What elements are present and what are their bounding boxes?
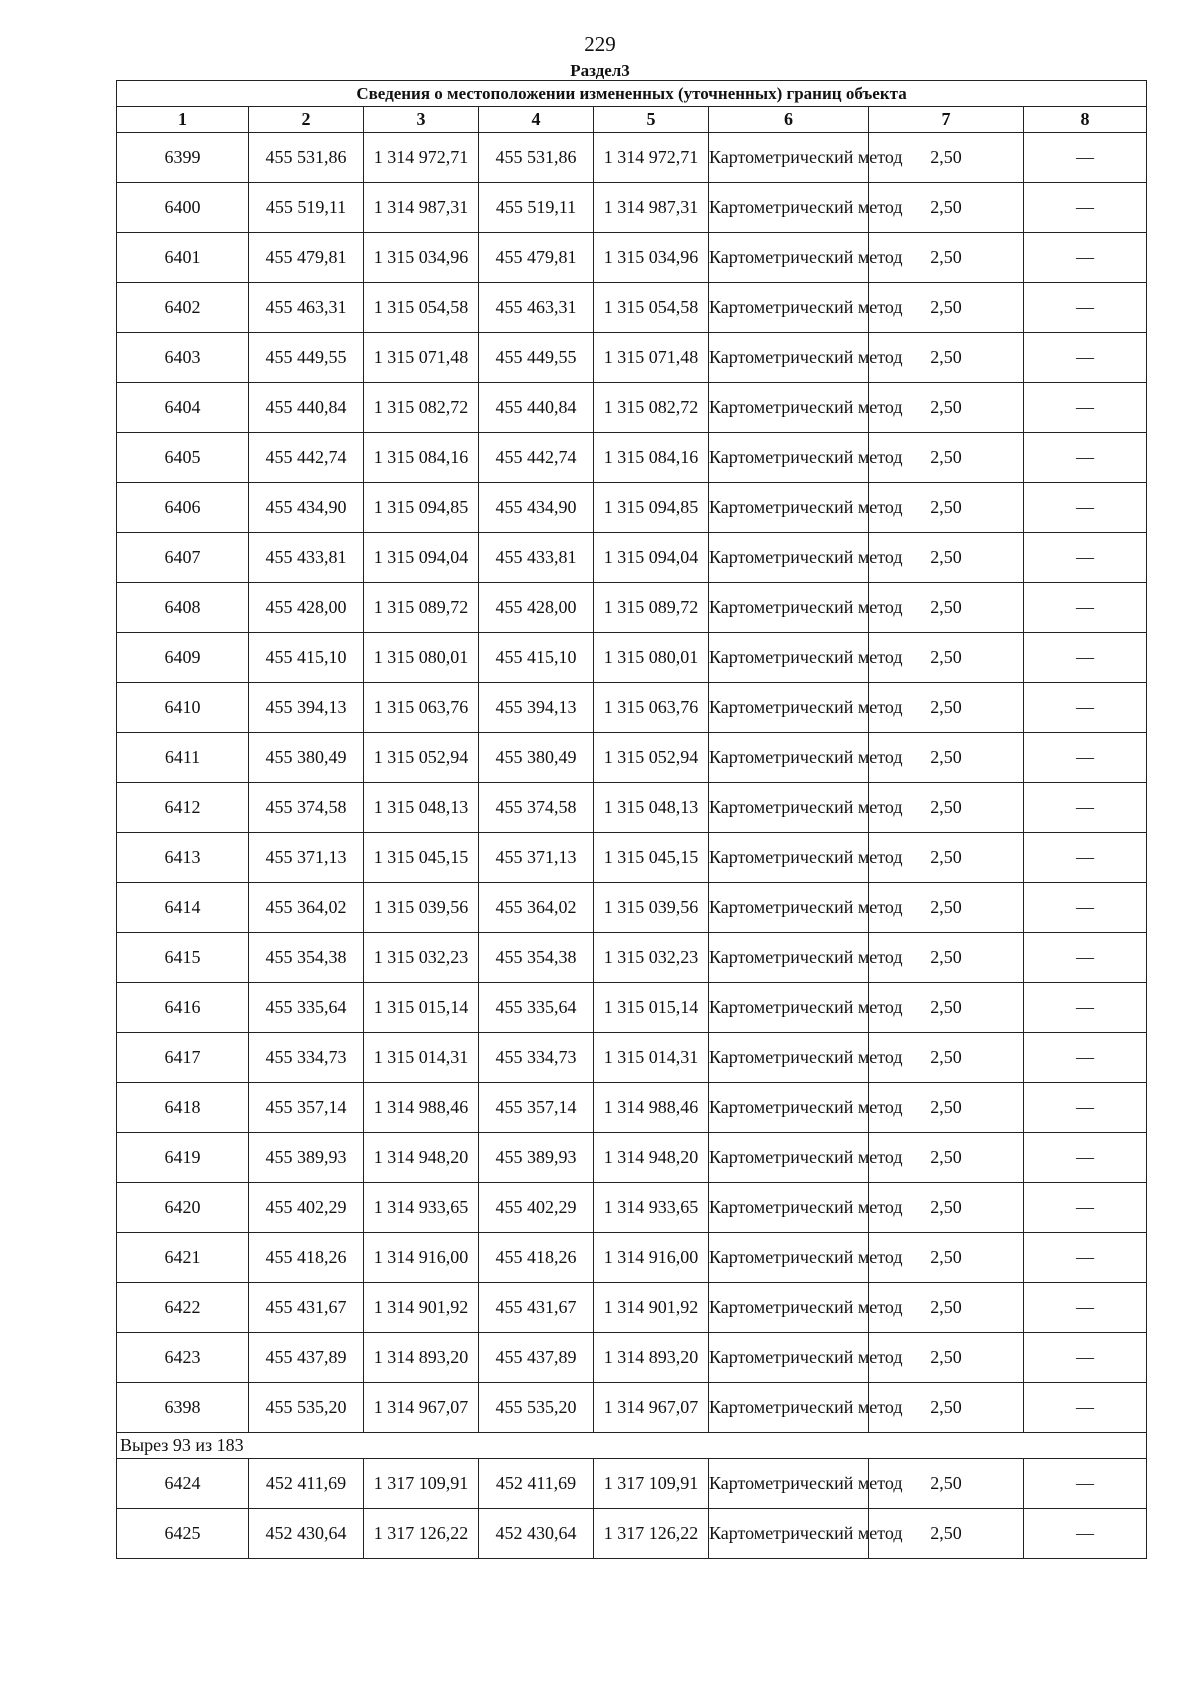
x-old-cell: 455 449,55 bbox=[249, 333, 364, 383]
y-new-cell: 1 315 048,13 bbox=[594, 783, 709, 833]
table-row bbox=[117, 883, 1147, 933]
table-row bbox=[117, 1333, 1147, 1383]
table-row bbox=[117, 1283, 1147, 1333]
x-new-cell: 455 418,26 bbox=[479, 1233, 594, 1283]
y-old-cell: 1 315 045,15 bbox=[364, 833, 479, 883]
table-body bbox=[117, 133, 1147, 1559]
x-new-cell: 455 380,49 bbox=[479, 733, 594, 783]
point-number-cell: 6406 bbox=[117, 483, 249, 533]
accuracy-cell: 2,50 bbox=[869, 1459, 1024, 1509]
y-old-cell: 1 314 948,20 bbox=[364, 1133, 479, 1183]
table-row bbox=[117, 483, 1147, 533]
y-old-cell: 1 315 080,01 bbox=[364, 633, 479, 683]
x-old-cell: 455 380,49 bbox=[249, 733, 364, 783]
accuracy-cell: 2,50 bbox=[869, 983, 1024, 1033]
y-old-cell: 1 317 126,22 bbox=[364, 1509, 479, 1559]
x-old-cell: 452 411,69 bbox=[249, 1459, 364, 1509]
y-new-cell: 1 314 988,46 bbox=[594, 1083, 709, 1133]
method-cell: Картометрический метод bbox=[709, 933, 869, 983]
y-new-cell: 1 315 063,76 bbox=[594, 683, 709, 733]
table-row bbox=[117, 183, 1147, 233]
method-cell: Картометрический метод bbox=[709, 833, 869, 883]
y-new-cell: 1 315 045,15 bbox=[594, 833, 709, 883]
point-number-cell: 6398 bbox=[117, 1383, 249, 1433]
x-new-cell: 455 431,67 bbox=[479, 1283, 594, 1333]
y-old-cell: 1 314 893,20 bbox=[364, 1333, 479, 1383]
method-cell: Картометрический метод bbox=[709, 483, 869, 533]
point-number-cell: 6423 bbox=[117, 1333, 249, 1383]
table-row bbox=[117, 783, 1147, 833]
note-cell: — bbox=[1024, 783, 1147, 833]
note-cell: — bbox=[1024, 533, 1147, 583]
table-row bbox=[117, 1183, 1147, 1233]
table-row bbox=[117, 1383, 1147, 1433]
x-old-cell: 455 402,29 bbox=[249, 1183, 364, 1233]
note-cell: — bbox=[1024, 983, 1147, 1033]
method-cell: Картометрический метод bbox=[709, 1083, 869, 1133]
accuracy-cell: 2,50 bbox=[869, 933, 1024, 983]
x-new-cell: 452 411,69 bbox=[479, 1459, 594, 1509]
note-cell: — bbox=[1024, 283, 1147, 333]
y-old-cell: 1 315 034,96 bbox=[364, 233, 479, 283]
point-number-cell: 6413 bbox=[117, 833, 249, 883]
x-new-cell: 455 334,73 bbox=[479, 1033, 594, 1083]
note-cell: — bbox=[1024, 1183, 1147, 1233]
y-new-cell: 1 315 094,04 bbox=[594, 533, 709, 583]
y-new-cell: 1 315 052,94 bbox=[594, 733, 709, 783]
y-new-cell: 1 317 126,22 bbox=[594, 1509, 709, 1559]
x-new-cell: 455 479,81 bbox=[479, 233, 594, 283]
x-new-cell: 455 415,10 bbox=[479, 633, 594, 683]
note-cell: — bbox=[1024, 683, 1147, 733]
x-new-cell: 455 428,00 bbox=[479, 583, 594, 633]
x-new-cell: 455 434,90 bbox=[479, 483, 594, 533]
x-new-cell: 455 437,89 bbox=[479, 1333, 594, 1383]
x-new-cell: 455 357,14 bbox=[479, 1083, 594, 1133]
point-number-cell: 6399 bbox=[117, 133, 249, 183]
y-new-cell: 1 315 054,58 bbox=[594, 283, 709, 333]
y-old-cell: 1 315 014,31 bbox=[364, 1033, 479, 1083]
y-old-cell: 1 315 082,72 bbox=[364, 383, 479, 433]
note-cell: — bbox=[1024, 1033, 1147, 1083]
y-new-cell: 1 314 972,71 bbox=[594, 133, 709, 183]
table-row bbox=[117, 733, 1147, 783]
accuracy-cell: 2,50 bbox=[869, 1383, 1024, 1433]
accuracy-cell: 2,50 bbox=[869, 483, 1024, 533]
point-number-cell: 6418 bbox=[117, 1083, 249, 1133]
x-new-cell: 455 389,93 bbox=[479, 1133, 594, 1183]
column-header: 3 bbox=[364, 107, 479, 133]
table-row bbox=[117, 383, 1147, 433]
table-row bbox=[117, 1459, 1147, 1509]
y-new-cell: 1 315 071,48 bbox=[594, 333, 709, 383]
x-old-cell: 455 519,11 bbox=[249, 183, 364, 233]
note-cell: — bbox=[1024, 1383, 1147, 1433]
x-old-cell: 455 389,93 bbox=[249, 1133, 364, 1183]
accuracy-cell: 2,50 bbox=[869, 583, 1024, 633]
point-number-cell: 6410 bbox=[117, 683, 249, 733]
method-cell: Картометрический метод bbox=[709, 683, 869, 733]
x-old-cell: 455 415,10 bbox=[249, 633, 364, 683]
accuracy-cell: 2,50 bbox=[869, 1133, 1024, 1183]
note-cell: — bbox=[1024, 1459, 1147, 1509]
point-number-cell: 6404 bbox=[117, 383, 249, 433]
note-cell: — bbox=[1024, 833, 1147, 883]
accuracy-cell: 2,50 bbox=[869, 1083, 1024, 1133]
table-row bbox=[117, 1033, 1147, 1083]
y-old-cell: 1 315 048,13 bbox=[364, 783, 479, 833]
note-cell: — bbox=[1024, 1133, 1147, 1183]
y-old-cell: 1 314 972,71 bbox=[364, 133, 479, 183]
y-old-cell: 1 315 015,14 bbox=[364, 983, 479, 1033]
y-new-cell: 1 314 948,20 bbox=[594, 1133, 709, 1183]
x-new-cell: 455 371,13 bbox=[479, 833, 594, 883]
x-old-cell: 455 531,86 bbox=[249, 133, 364, 183]
point-number-cell: 6414 bbox=[117, 883, 249, 933]
table-row bbox=[117, 233, 1147, 283]
cutout-label: Вырез 93 из 183 bbox=[117, 1433, 1147, 1459]
table-row bbox=[117, 583, 1147, 633]
x-new-cell: 455 394,13 bbox=[479, 683, 594, 733]
accuracy-cell: 2,50 bbox=[869, 883, 1024, 933]
accuracy-cell: 2,50 bbox=[869, 833, 1024, 883]
x-old-cell: 455 440,84 bbox=[249, 383, 364, 433]
table-row bbox=[117, 1083, 1147, 1133]
note-cell: — bbox=[1024, 733, 1147, 783]
y-old-cell: 1 315 094,04 bbox=[364, 533, 479, 583]
accuracy-cell: 2,50 bbox=[869, 133, 1024, 183]
y-old-cell: 1 314 916,00 bbox=[364, 1233, 479, 1283]
x-old-cell: 455 433,81 bbox=[249, 533, 364, 583]
point-number-cell: 6402 bbox=[117, 283, 249, 333]
note-cell: — bbox=[1024, 333, 1147, 383]
note-cell: — bbox=[1024, 583, 1147, 633]
x-new-cell: 455 463,31 bbox=[479, 283, 594, 333]
y-new-cell: 1 315 089,72 bbox=[594, 583, 709, 633]
method-cell: Картометрический метод bbox=[709, 233, 869, 283]
point-number-cell: 6422 bbox=[117, 1283, 249, 1333]
y-new-cell: 1 314 893,20 bbox=[594, 1333, 709, 1383]
column-header: 5 bbox=[594, 107, 709, 133]
page-number: 229 bbox=[584, 32, 616, 56]
method-cell: Картометрический метод bbox=[709, 883, 869, 933]
y-old-cell: 1 315 084,16 bbox=[364, 433, 479, 483]
accuracy-cell: 2,50 bbox=[869, 633, 1024, 683]
note-cell: — bbox=[1024, 933, 1147, 983]
x-old-cell: 455 431,67 bbox=[249, 1283, 364, 1333]
x-old-cell: 455 374,58 bbox=[249, 783, 364, 833]
table-row bbox=[117, 283, 1147, 333]
y-old-cell: 1 314 967,07 bbox=[364, 1383, 479, 1433]
y-new-cell: 1 315 082,72 bbox=[594, 383, 709, 433]
x-new-cell: 455 442,74 bbox=[479, 433, 594, 483]
method-cell: Картометрический метод bbox=[709, 383, 869, 433]
accuracy-cell: 2,50 bbox=[869, 183, 1024, 233]
note-cell: — bbox=[1024, 183, 1147, 233]
y-new-cell: 1 314 916,00 bbox=[594, 1233, 709, 1283]
point-number-cell: 6424 bbox=[117, 1459, 249, 1509]
note-cell: — bbox=[1024, 1283, 1147, 1333]
accuracy-cell: 2,50 bbox=[869, 433, 1024, 483]
method-cell: Картометрический метод bbox=[709, 183, 869, 233]
y-new-cell: 1 315 032,23 bbox=[594, 933, 709, 983]
x-new-cell: 455 335,64 bbox=[479, 983, 594, 1033]
column-header: 1 bbox=[117, 107, 249, 133]
point-number-cell: 6403 bbox=[117, 333, 249, 383]
column-header: 2 bbox=[249, 107, 364, 133]
method-cell: Картометрический метод bbox=[709, 283, 869, 333]
accuracy-cell: 2,50 bbox=[869, 233, 1024, 283]
table-caption: Сведения о местоположении измененных (уточненных) границ объекта bbox=[117, 81, 1147, 107]
x-new-cell: 452 430,64 bbox=[479, 1509, 594, 1559]
x-old-cell: 455 434,90 bbox=[249, 483, 364, 533]
accuracy-cell: 2,50 bbox=[869, 733, 1024, 783]
method-cell: Картометрический метод bbox=[709, 1509, 869, 1559]
table-row bbox=[117, 1509, 1147, 1559]
note-cell: — bbox=[1024, 433, 1147, 483]
y-old-cell: 1 317 109,91 bbox=[364, 1459, 479, 1509]
y-new-cell: 1 314 967,07 bbox=[594, 1383, 709, 1433]
method-cell: Картометрический метод bbox=[709, 333, 869, 383]
accuracy-cell: 2,50 bbox=[869, 1233, 1024, 1283]
note-cell: — bbox=[1024, 1509, 1147, 1559]
method-cell: Картометрический метод bbox=[709, 1183, 869, 1233]
method-cell: Картометрический метод bbox=[709, 983, 869, 1033]
point-number-cell: 6421 bbox=[117, 1233, 249, 1283]
x-new-cell: 455 531,86 bbox=[479, 133, 594, 183]
x-new-cell: 455 449,55 bbox=[479, 333, 594, 383]
method-cell: Картометрический метод bbox=[709, 583, 869, 633]
x-new-cell: 455 364,02 bbox=[479, 883, 594, 933]
coordinates-table bbox=[116, 80, 1147, 1559]
method-cell: Картометрический метод bbox=[709, 1133, 869, 1183]
point-number-cell: 6408 bbox=[117, 583, 249, 633]
x-old-cell: 455 463,31 bbox=[249, 283, 364, 333]
point-number-cell: 6415 bbox=[117, 933, 249, 983]
y-old-cell: 1 315 063,76 bbox=[364, 683, 479, 733]
point-number-cell: 6401 bbox=[117, 233, 249, 283]
y-new-cell: 1 315 034,96 bbox=[594, 233, 709, 283]
y-new-cell: 1 314 933,65 bbox=[594, 1183, 709, 1233]
method-cell: Картометрический метод bbox=[709, 1459, 869, 1509]
table-row bbox=[117, 833, 1147, 883]
column-header: 7 bbox=[869, 107, 1024, 133]
column-header-row bbox=[117, 107, 1147, 133]
x-old-cell: 455 394,13 bbox=[249, 683, 364, 733]
method-cell: Картометрический метод bbox=[709, 433, 869, 483]
note-cell: — bbox=[1024, 1233, 1147, 1283]
y-new-cell: 1 315 014,31 bbox=[594, 1033, 709, 1083]
x-old-cell: 455 442,74 bbox=[249, 433, 364, 483]
y-old-cell: 1 315 089,72 bbox=[364, 583, 479, 633]
x-new-cell: 455 519,11 bbox=[479, 183, 594, 233]
column-header: 8 bbox=[1024, 107, 1147, 133]
method-cell: Картометрический метод bbox=[709, 1333, 869, 1383]
accuracy-cell: 2,50 bbox=[869, 383, 1024, 433]
y-new-cell: 1 314 987,31 bbox=[594, 183, 709, 233]
point-number-cell: 6419 bbox=[117, 1133, 249, 1183]
note-cell: — bbox=[1024, 233, 1147, 283]
method-cell: Картометрический метод bbox=[709, 1283, 869, 1333]
x-old-cell: 455 371,13 bbox=[249, 833, 364, 883]
table-row bbox=[117, 433, 1147, 483]
x-old-cell: 455 418,26 bbox=[249, 1233, 364, 1283]
note-cell: — bbox=[1024, 483, 1147, 533]
y-new-cell: 1 315 084,16 bbox=[594, 433, 709, 483]
y-new-cell: 1 315 039,56 bbox=[594, 883, 709, 933]
accuracy-cell: 2,50 bbox=[869, 333, 1024, 383]
method-cell: Картометрический метод bbox=[709, 1233, 869, 1283]
y-old-cell: 1 315 094,85 bbox=[364, 483, 479, 533]
method-cell: Картометрический метод bbox=[709, 1383, 869, 1433]
table-row bbox=[117, 1233, 1147, 1283]
x-old-cell: 455 354,38 bbox=[249, 933, 364, 983]
y-new-cell: 1 315 080,01 bbox=[594, 633, 709, 683]
x-new-cell: 455 433,81 bbox=[479, 533, 594, 583]
x-old-cell: 455 437,89 bbox=[249, 1333, 364, 1383]
point-number-cell: 6405 bbox=[117, 433, 249, 483]
y-old-cell: 1 315 032,23 bbox=[364, 933, 479, 983]
table-row bbox=[117, 533, 1147, 583]
accuracy-cell: 2,50 bbox=[869, 1183, 1024, 1233]
point-number-cell: 6416 bbox=[117, 983, 249, 1033]
point-number-cell: 6420 bbox=[117, 1183, 249, 1233]
method-cell: Картометрический метод bbox=[709, 783, 869, 833]
method-cell: Картометрический метод bbox=[709, 133, 869, 183]
cutout-label-row bbox=[117, 1433, 1147, 1459]
table-row bbox=[117, 333, 1147, 383]
y-new-cell: 1 317 109,91 bbox=[594, 1459, 709, 1509]
method-cell: Картометрический метод bbox=[709, 533, 869, 583]
y-new-cell: 1 315 094,85 bbox=[594, 483, 709, 533]
table-row bbox=[117, 983, 1147, 1033]
table-row bbox=[117, 933, 1147, 983]
x-old-cell: 455 479,81 bbox=[249, 233, 364, 283]
x-old-cell: 455 334,73 bbox=[249, 1033, 364, 1083]
x-old-cell: 455 535,20 bbox=[249, 1383, 364, 1433]
x-new-cell: 455 440,84 bbox=[479, 383, 594, 433]
point-number-cell: 6400 bbox=[117, 183, 249, 233]
point-number-cell: 6425 bbox=[117, 1509, 249, 1559]
x-old-cell: 455 364,02 bbox=[249, 883, 364, 933]
note-cell: — bbox=[1024, 1333, 1147, 1383]
x-new-cell: 455 402,29 bbox=[479, 1183, 594, 1233]
accuracy-cell: 2,50 bbox=[869, 1333, 1024, 1383]
section-title: Раздел3 bbox=[570, 61, 630, 80]
note-cell: — bbox=[1024, 883, 1147, 933]
y-old-cell: 1 314 987,31 bbox=[364, 183, 479, 233]
x-old-cell: 455 428,00 bbox=[249, 583, 364, 633]
y-new-cell: 1 315 015,14 bbox=[594, 983, 709, 1033]
x-new-cell: 455 354,38 bbox=[479, 933, 594, 983]
y-old-cell: 1 315 054,58 bbox=[364, 283, 479, 333]
method-cell: Картометрический метод bbox=[709, 1033, 869, 1083]
x-new-cell: 455 374,58 bbox=[479, 783, 594, 833]
x-new-cell: 455 535,20 bbox=[479, 1383, 594, 1433]
accuracy-cell: 2,50 bbox=[869, 783, 1024, 833]
accuracy-cell: 2,50 bbox=[869, 283, 1024, 333]
accuracy-cell: 2,50 bbox=[869, 1033, 1024, 1083]
x-old-cell: 452 430,64 bbox=[249, 1509, 364, 1559]
note-cell: — bbox=[1024, 383, 1147, 433]
point-number-cell: 6407 bbox=[117, 533, 249, 583]
point-number-cell: 6417 bbox=[117, 1033, 249, 1083]
accuracy-cell: 2,50 bbox=[869, 533, 1024, 583]
y-old-cell: 1 314 933,65 bbox=[364, 1183, 479, 1233]
column-header: 4 bbox=[479, 107, 594, 133]
x-old-cell: 455 335,64 bbox=[249, 983, 364, 1033]
y-old-cell: 1 314 901,92 bbox=[364, 1283, 479, 1333]
method-cell: Картометрический метод bbox=[709, 633, 869, 683]
y-old-cell: 1 315 052,94 bbox=[364, 733, 479, 783]
column-header: 6 bbox=[709, 107, 869, 133]
note-cell: — bbox=[1024, 1083, 1147, 1133]
x-old-cell: 455 357,14 bbox=[249, 1083, 364, 1133]
note-cell: — bbox=[1024, 133, 1147, 183]
accuracy-cell: 2,50 bbox=[869, 1509, 1024, 1559]
accuracy-cell: 2,50 bbox=[869, 1283, 1024, 1333]
table-row bbox=[117, 633, 1147, 683]
y-old-cell: 1 314 988,46 bbox=[364, 1083, 479, 1133]
point-number-cell: 6412 bbox=[117, 783, 249, 833]
y-new-cell: 1 314 901,92 bbox=[594, 1283, 709, 1333]
table-row bbox=[117, 1133, 1147, 1183]
table-row bbox=[117, 683, 1147, 733]
table-row bbox=[117, 133, 1147, 183]
y-old-cell: 1 315 071,48 bbox=[364, 333, 479, 383]
note-cell: — bbox=[1024, 633, 1147, 683]
method-cell: Картометрический метод bbox=[709, 733, 869, 783]
accuracy-cell: 2,50 bbox=[869, 683, 1024, 733]
point-number-cell: 6411 bbox=[117, 733, 249, 783]
y-old-cell: 1 315 039,56 bbox=[364, 883, 479, 933]
point-number-cell: 6409 bbox=[117, 633, 249, 683]
